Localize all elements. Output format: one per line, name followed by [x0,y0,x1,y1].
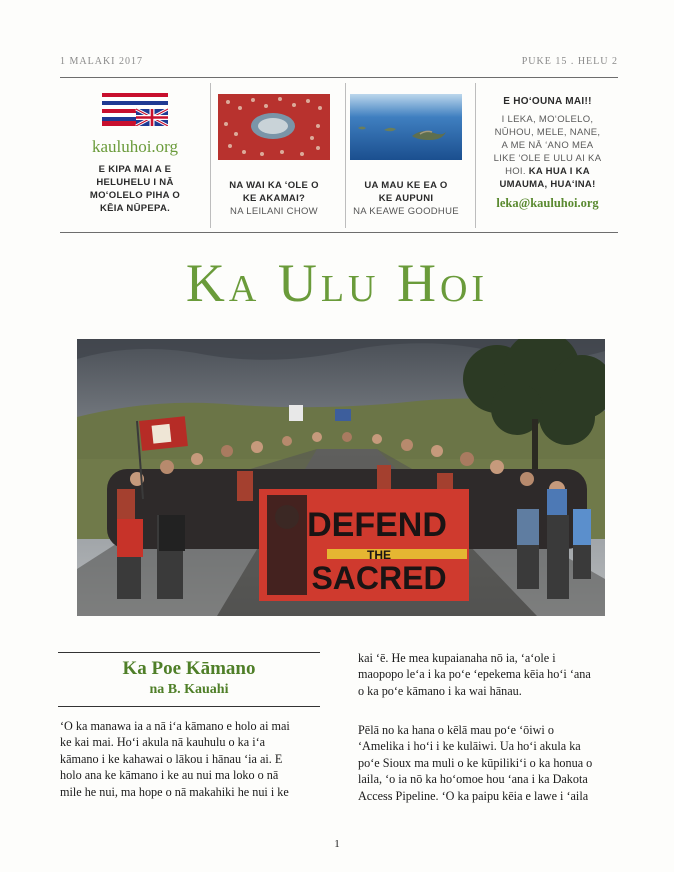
header-rule [60,77,618,78]
article-title: Ka Poe Kāmano [122,658,256,679]
article-heading [58,652,320,698]
contact-email[interactable]: leka@kauluhoi.org [496,196,599,210]
page-number: 1 [334,838,340,850]
banner-word-1: DEFEND [307,506,447,544]
article-rule-bottom [58,706,320,707]
submission-invite [475,83,619,228]
issue-number: PUKE 15 . HELU 2 [521,56,618,67]
story-2-author: NA KEAWE GOODHUE [353,206,459,217]
article-column-1: ʻO ka manawa ia a nā iʻa kāmano e holo ai mai ke kai mai. Hoʻi akula nā kauhulu o ka iʻa kāmano i ke kahawai o lākou i hānau ʻia ai. E holo ana ke kāmano i ke au nui ma loko o nā mile he nui, ma hope o nā makahiki he nui i ke [60,719,290,799]
article-author: na B. Kauahi [149,682,229,697]
strip-rule [60,232,618,233]
story-1-title: NA WAI KA ʻOLE O KE AKAMAI? [229,180,319,204]
story-teaser-1[interactable] [210,83,337,228]
welcome-text: E KIPA MAI A E HELUHELU I NĀ MOʻOLELO PIHA O KĒIA NŪPEPA. [89,164,181,214]
site-column [70,83,200,228]
islands-photo [350,94,462,160]
hawaii-flag-icon [102,93,168,126]
article-column-2a: kai ʻē. He mea kupaianaha nō ia, ʻaʻole i maopopo leʻa i ka poʻe ʻepekema kēia hoʻi ʻana o ka poʻe kāmano i ka wai hānau. [358,651,591,698]
banner-word-2: THE [367,548,391,562]
banner-word-3: SACRED [311,560,447,596]
teaser-strip [60,83,618,228]
masthead-title: Ka Ulu Hoi [185,253,489,313]
invite-heading: E HOʻOUNA MAI!! [503,96,592,107]
story-2-title: UA MAU KE EA O KE AUPUNI [364,180,448,204]
circle-gathering-photo [218,94,330,160]
site-name[interactable]: kauluhoi.org [91,137,179,156]
issue-date: 1 MALAKI 2017 [60,56,143,67]
invite-text: I LEKA, MOʻOLELO, NŪHOU, MELE, NANE, A ME NĀ ʻANO MEA LIKE ʻOLE E ULU AI KA HOI. KA HUA I KA UMAUMA, HUAʻINA! [493,114,602,190]
article-column-2b: Pēlā no ka hana o kēlā mau poʻe ʻōiwi o ʻAmelika i hoʻi i ke kulāiwi. Ua hoʻi akula ka poʻe Sioux ma muli o ke kūpilikiʻi o ka honua o laila, ʻo ia nō ka hoʻomoe hou ʻana i ka Dakota Access Pipeline. ʻO ka paipu kēia e lawe i ʻaila [358,723,593,803]
march-photo [77,339,605,616]
story-1-author: NA LEILANI CHOW [230,206,318,217]
story-teaser-2[interactable] [345,83,466,228]
